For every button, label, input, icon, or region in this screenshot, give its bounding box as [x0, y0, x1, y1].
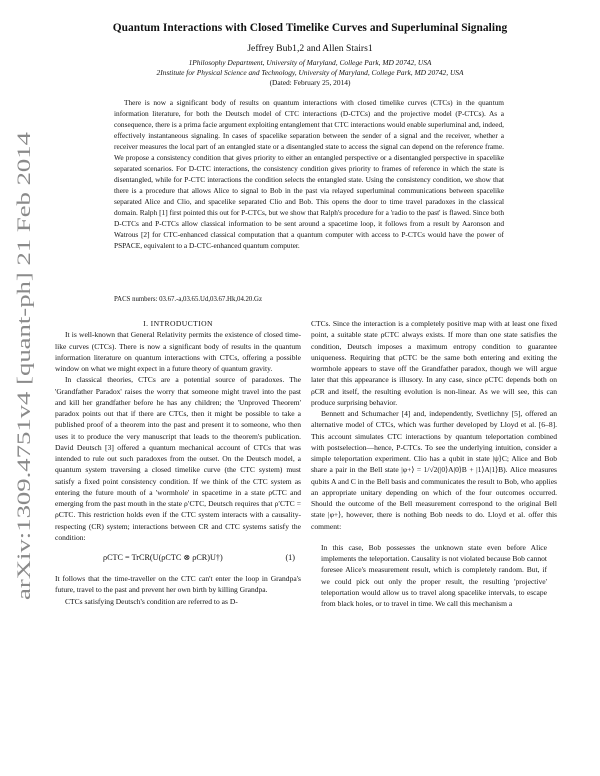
arxiv-stamp-svg	[6, 130, 40, 600]
left-column	[55, 318, 301, 607]
paper-title: Quantum Interactions with Closed Timelike Curves and Superluminal Signaling	[112, 22, 508, 34]
paragraph: CTCs. Since the interaction is a completely positive map with at least one fixed point, a suitable state ρCTC always exists. If more than one state satisfies the condition, Deutsch imposes a maximum entropy condition to guarantee uniqueness. Requiring that ρCTC be the same both entering and exiting the wormhole appears to stave off the Grandfather paradox, though we will argue later that this appearance is illusory. In any case, since ρCTC depends both on ρCR and itself, the resulting evolution is non-linear. As we will see, this can produce surprising behavior.	[311, 319, 557, 407]
arxiv-stamp	[6, 130, 40, 600]
affiliation-1: 1Philosophy Department, University of Maryland, College Park, MD 20742, USA	[188, 58, 432, 67]
block-quote	[321, 542, 547, 610]
paragraph: CTCs satisfying Deutsch's condition are referred to as D-	[65, 596, 238, 606]
pacs-numbers: PACS numbers: 03.67.-a,03.65.Ud,03.67.Hk,04.20.Gz	[114, 296, 262, 303]
paragraph: It follows that the time-traveller on the CTC can't enter the loop in Grandpa's future, travel to the past and prevent her own birth by killing Grandpa.	[55, 574, 301, 595]
right-column	[311, 318, 557, 609]
date-line: (Dated: February 25, 2014)	[269, 78, 351, 87]
section-heading: I. INTRODUCTION	[143, 319, 213, 328]
equation-1	[55, 547, 301, 569]
affiliation-2: 2Institute for Physical Science and Technology, University of Maryland, College Park, MD 20742, USA	[156, 68, 464, 77]
quote-text: In this case, Bob possesses the unknown state even before Alice implements the teleportation. Causality is not violated because Bob cannot foresee Alice's measurement result, which is completely random. But, if we could pick out only the proper result, the resulting 'projective' teleportation would allow us to travel along spacelike intervals, to escape from black holes, or to travel in time. We call this mechanism a	[321, 542, 547, 608]
paragraph: In classical theories, CTCs are a potential source of paradoxes. The 'Grandfather Paradox' raises the worry that someone might travel into the past and kill her grandfather before he has any children; the 'Unproved Theorem' paradox points out that if there are CTCs, then it might be possible to take a published proof of a theorem into the past and present it to someone, who then uses it to produce the very manuscript that leads to the theorem's publication. David Deutsch [3] offered a quantum mechanical account of CTCs that was intended to rule out such paradoxes from the outset. On the Deutsch model, a quantum system traversing a closed timelike curve (the CTC system) must satisfy a fixed point consistency condition. If we think of the CTC system as entering the future mouth of a 'wormhole' in spacetime in a state ρCTC and emerging from the past mouth in the state ρ′CTC, Deutsch requires that ρ′CTC = ρCTC. This restriction holds even if the CTC system interacts with a causality-respecting (CR) system; interactions between CR and CTC systems satisfy the condition:	[55, 375, 301, 542]
paper-authors: Jeffrey Bub1,2 and Allen Stairs1	[247, 43, 373, 54]
arxiv-stamp-text: arXiv:1309.4751v4 [quant-ph] 21 Feb 2014	[15, 275, 35, 600]
paragraph: It is well-known that General Relativity permits the existence of closed time-like curves (CTCs). There is now a significant body of results in the quantum information literature on quantum interactions with CTCs, offering a possible window on what we might expect in a future theory of quantum gravity.	[55, 330, 301, 373]
paragraph: Bennett and Schumacher [4] and, independently, Svetlichny [5], offered an alternative model of CTCs, which was further developed by Lloyd et al. [6–8]. This account simulates CTC interactions by quantum teleportation combined with postselection—hence, P-CTCs. To see the underlying intuition, consider a simple teleportation experiment. Clio has a qubit in state |ψ⟩C; Alice and Bob share a pair in the Bell state |φ+⟩ = 1/√2(|0⟩A|0⟩B + |1⟩A|1⟩B). Alice measures qubits A and C in the Bell basis and communicates the result to Bob, who applies an appropriate unitary depending on which of the four outcomes occurred. Should the outcome of the Bell measurement correspond to the original Bell state |φ+⟩, however, there is nothing Bob needs to do. Lloyd et al. offer this comment:	[311, 409, 557, 531]
equation-body: ρCTC = TrCR(U(ρCTC ⊗ ρCR)U†)	[103, 553, 223, 562]
equation-number: (1)	[285, 553, 295, 562]
abstract: There is now a significant body of results on quantum interactions with closed timelike curves (CTCs) in the quantum information literature, for both the Deutsch model of CTC interactions (D-CTCs) and the projective model (P-CTCs). As a consequence, there is a prima facie argument exploiting entanglement that CTC interactions would enable superluminal and, indeed, effectively instantaneous signaling. In cases of spacelike separation between the sender of a signal and the receiver, whether a receiver measures the local part of an entangled state or a disentangled state to access the signal can depend on the reference frame. We propose a consistency condition that gives priority to either an entangled perspective or a disentangled perspective in spacelike separated scenarios. For D-CTC interactions, the consistency condition gives priority to frames of reference in which the state is disentangled, while for P-CTC interactions the condition selects the entangled state. Using the consistency condition, we show that there is a procedure that allows Alice to signal to Bob in the past via relayed superluminal communications between spacelike separated Alice and Clio, and spacelike separated Clio and Bob. This opens the door to time travel paradoxes in the classical domain. Ralph [1] first pointed this out for P-CTCs, but we show that Ralph's procedure for a 'radio to the past' is flawed. Since both D-CTCs and P-CTCs allow classical information to be sent around a spacetime loop, it follows from a result by Aaronson and Watrous [2] for CTC-enhanced classical computation that a quantum computer with access to P-CTCs would have the power of PSPACE, equivalent to a D-CTC-enhanced quantum computer.	[114, 98, 504, 250]
